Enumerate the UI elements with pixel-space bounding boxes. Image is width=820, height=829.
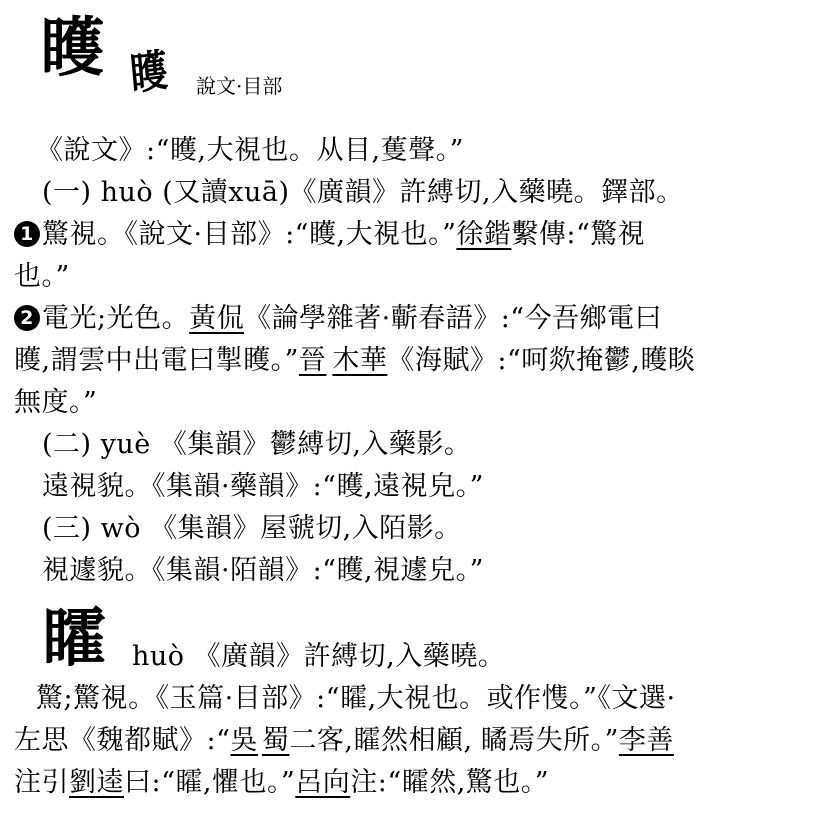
- entry-2-text-e: 曰:“矐,懼也。”: [124, 767, 296, 798]
- entry-2-text-c: 瞲焉失所。”: [480, 725, 619, 756]
- sense-1-text-b: 繫傳:“驚視: [511, 219, 646, 250]
- sense-1-text-a: 驚視。《說文·目部》:“矆,大視也。”: [42, 219, 457, 250]
- entry-2-text-b: 二客,矐然相顧,: [289, 725, 473, 756]
- entry-2-line-2: [14, 724, 674, 758]
- person-name-lu-xiang: 呂向: [295, 767, 351, 798]
- headword-2: 矐: [42, 601, 106, 676]
- place-name-shu: 蜀: [261, 725, 290, 756]
- headword-1: 矆: [40, 11, 104, 86]
- sense-1-line-1: [14, 218, 645, 252]
- person-name-huang-kan: 黃侃: [189, 303, 245, 334]
- sense-number-2: 2: [14, 305, 40, 331]
- entry-2-reading: huò 《廣韻》許縛切,入藥曉。: [132, 641, 506, 672]
- sense-2-text-c: 矆,謂雲中出電曰掣矆。”: [14, 345, 299, 376]
- entry-2-text-d: 注引: [14, 767, 69, 798]
- reading-3-header: (三) wò 《集韻》屋虢切,入陌影。: [42, 513, 462, 544]
- reading-2-header: (二) yuè 《集韻》鬱縛切,入藥影。: [42, 429, 472, 460]
- reading-2-sense: 遠視貌。《集韻·藥韻》:“矆,遠視皃。”: [42, 471, 484, 502]
- reading-1-header: (一) huò (又讀xuā)《廣韻》許縛切,入藥曉。鐸部。: [42, 177, 684, 208]
- sense-2-line-1: [14, 302, 662, 336]
- place-name-wu: 吳: [230, 725, 258, 756]
- entry-2-line-3: [14, 766, 549, 800]
- entry-2-line-1: 驚;驚視。《玉篇·目部》:“矐,大視也。或作愯。”《文選·: [36, 683, 676, 714]
- entry-2-text-f: 注:“矐然,驚也。”: [350, 767, 550, 798]
- sense-2-text-b: 《論學雜著·蘄春語》:“今吾鄉電曰: [244, 303, 663, 334]
- sense-2-line-3: 無度。”: [14, 387, 98, 418]
- person-name-li-shan: 李善: [618, 725, 674, 756]
- seal-source-label: 說文·目部: [196, 74, 283, 98]
- person-name-mu-hua: 木華: [332, 345, 388, 376]
- sense-2-line-2: [14, 344, 695, 378]
- sense-2-text-a: 電光;光色。: [42, 303, 190, 334]
- person-name-liu-kui: 劉逵: [69, 767, 124, 798]
- person-name-xu-kai: 徐鍇: [456, 219, 512, 250]
- entry-2-text-a: 左思《魏都賦》:“: [14, 725, 231, 756]
- dynasty-jin: 晉: [298, 345, 327, 376]
- sense-1-line-2: 也。”: [14, 261, 70, 292]
- seal-script-glyph: 矆: [127, 45, 170, 101]
- sense-2-text-d: 《海賦》:“呵欻掩鬱,矆睒: [387, 345, 696, 376]
- sense-number-1: 1: [14, 221, 40, 247]
- reading-3-sense: 視遽貌。《集韻·陌韻》:“矆,視遽皃。”: [42, 555, 484, 586]
- shuowen-definition: 《說文》:“矆,大視也。从目,蒦聲。”: [36, 135, 464, 166]
